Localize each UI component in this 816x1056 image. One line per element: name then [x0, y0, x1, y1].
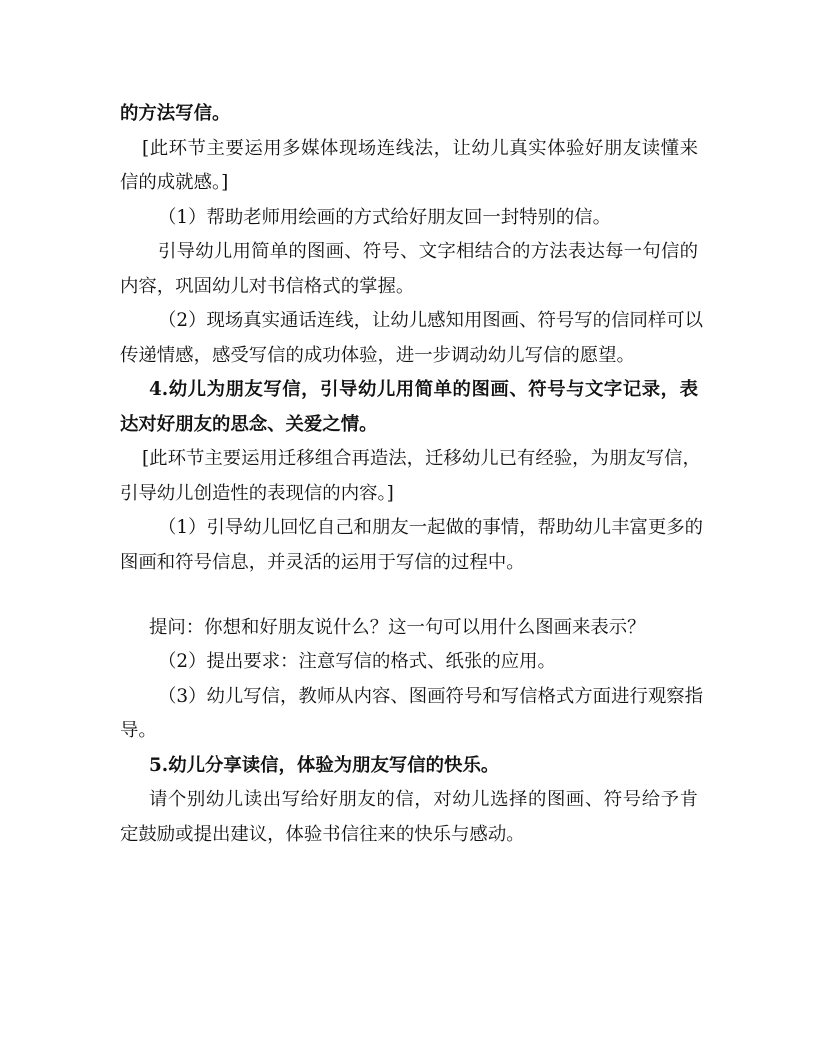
paragraph-line: [此环节主要运用多媒体现场连线法，让幼儿真实体验好朋友读懂来 [142, 138, 698, 159]
paragraph-line: 请个别幼儿读出写给好朋友的信，对幼儿选择的图画、符号给予肯 [149, 789, 698, 810]
paragraph-heading-line: 5.幼儿分享读信，体验为朋友写信的快乐。 [149, 755, 500, 776]
paragraph-line: 引导幼儿用简单的图画、符号、文字相结合的方法表达每一句信的 [158, 241, 698, 262]
paragraph-heading-line: 达对好朋友的思念、关爱之情。 [120, 414, 378, 435]
paragraph-line: （1）帮助老师用绘画的方式给好朋友回一封特别的信。 [158, 207, 612, 228]
paragraph-line: 内容，巩固幼儿对书信格式的掌握。 [120, 276, 415, 297]
paragraph-line: （2）提出要求：注意写信的格式、纸张的应用。 [158, 651, 556, 672]
paragraph-heading-line: 4.幼儿为朋友写信，引导幼儿用简单的图画、符号与文字记录，表 [149, 379, 698, 400]
paragraph-line: 信的成就感。] [120, 172, 229, 193]
paragraph-line: 图画和符号信息，并灵活的运用于写信的过程中。 [120, 552, 525, 573]
paragraph-line: （1）引导幼儿回忆自己和朋友一起做的事情，帮助幼儿丰富更多的 [158, 517, 704, 538]
paragraph-line: （3）幼儿写信，教师从内容、图画符号和写信格式方面进行观察指 [158, 686, 704, 707]
paragraph-line: 传递情感，感受写信的成功体验，进一步调动幼儿写信的愿望。 [120, 345, 635, 366]
paragraph-line: 定鼓励或提出建议，体验书信往来的快乐与感动。 [120, 824, 525, 845]
paragraph-line: 引导幼儿创造性的表现信的内容。] [120, 483, 394, 504]
paragraph-line: 导。 [120, 720, 157, 741]
paragraph-line: 提问：你想和好朋友说什么？这一句可以用什么图画来表示？ [149, 617, 646, 638]
paragraph-line: （2）现场真实通话连线，让幼儿感知用图画、符号写的信同样可以 [158, 310, 704, 331]
paragraph-line: 的方法写信。 [120, 103, 231, 124]
paragraph-line: [此环节主要运用迁移组合再造法，迁移幼儿已有经验，为朋友写信， [142, 448, 701, 469]
